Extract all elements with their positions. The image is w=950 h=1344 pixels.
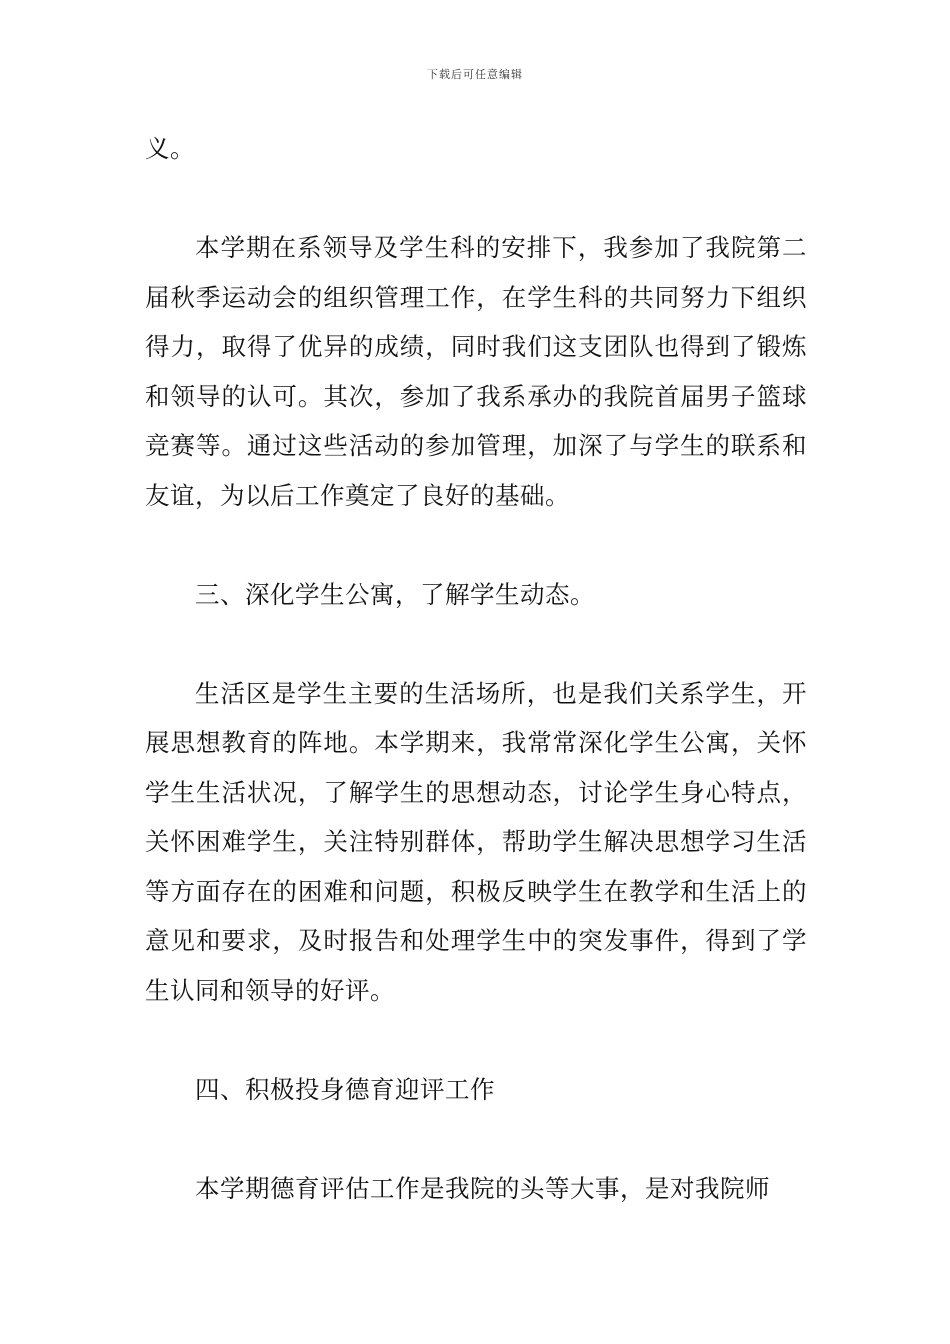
paragraph-spacer <box>145 1114 807 1164</box>
section-heading-3: 三、深化学生公寓，了解学生动态。 <box>195 579 595 609</box>
paragraph-spacer <box>145 619 807 669</box>
paragraph-dormitory: 生活区是学生主要的生活场所，也是我们关系学生，开展思想教育的阵地。本学期来，我常常深化学生公寓，关怀学生生活状况，了解学生的思想动态，讨论学生身心特点，关怀困难学生，关注特别群体，帮助学生解决思想学习生活等方面存在的困难和问题，积极反映学生在教学和生活上的意见和要求，及时报告和处理学生中的突发事件，得到了学生认同和领导的好评。 <box>145 678 807 1005</box>
paragraph-evaluation: 本学期德育评估工作是我院的头等大事，是对我院师 <box>195 1173 770 1203</box>
paragraph-activities: 本学期在系领导及学生科的安排下，我参加了我院第二届秋季运动会的组织管理工作，在学生科的共同努力下组织得力，取得了优异的成绩，同时我们这支团队也得到了锻炼和领导的认可。其次，参加了我系承办的我院首届男子篮球竞赛等。通过这些活动的参加管理，加深了与学生的联系和友谊，为以后工作奠定了良好的基础。 <box>145 233 807 510</box>
section-heading-4: 四、积极投身德育迎评工作 <box>195 1074 495 1104</box>
paragraph-spacer <box>145 1015 807 1065</box>
paragraph-continuation: 义。 <box>145 134 195 163</box>
paragraph-spacer <box>145 174 807 224</box>
page-header: 下载后可任意编辑 <box>427 68 523 81</box>
document-body <box>145 124 807 1213</box>
paragraph-spacer <box>145 520 807 570</box>
